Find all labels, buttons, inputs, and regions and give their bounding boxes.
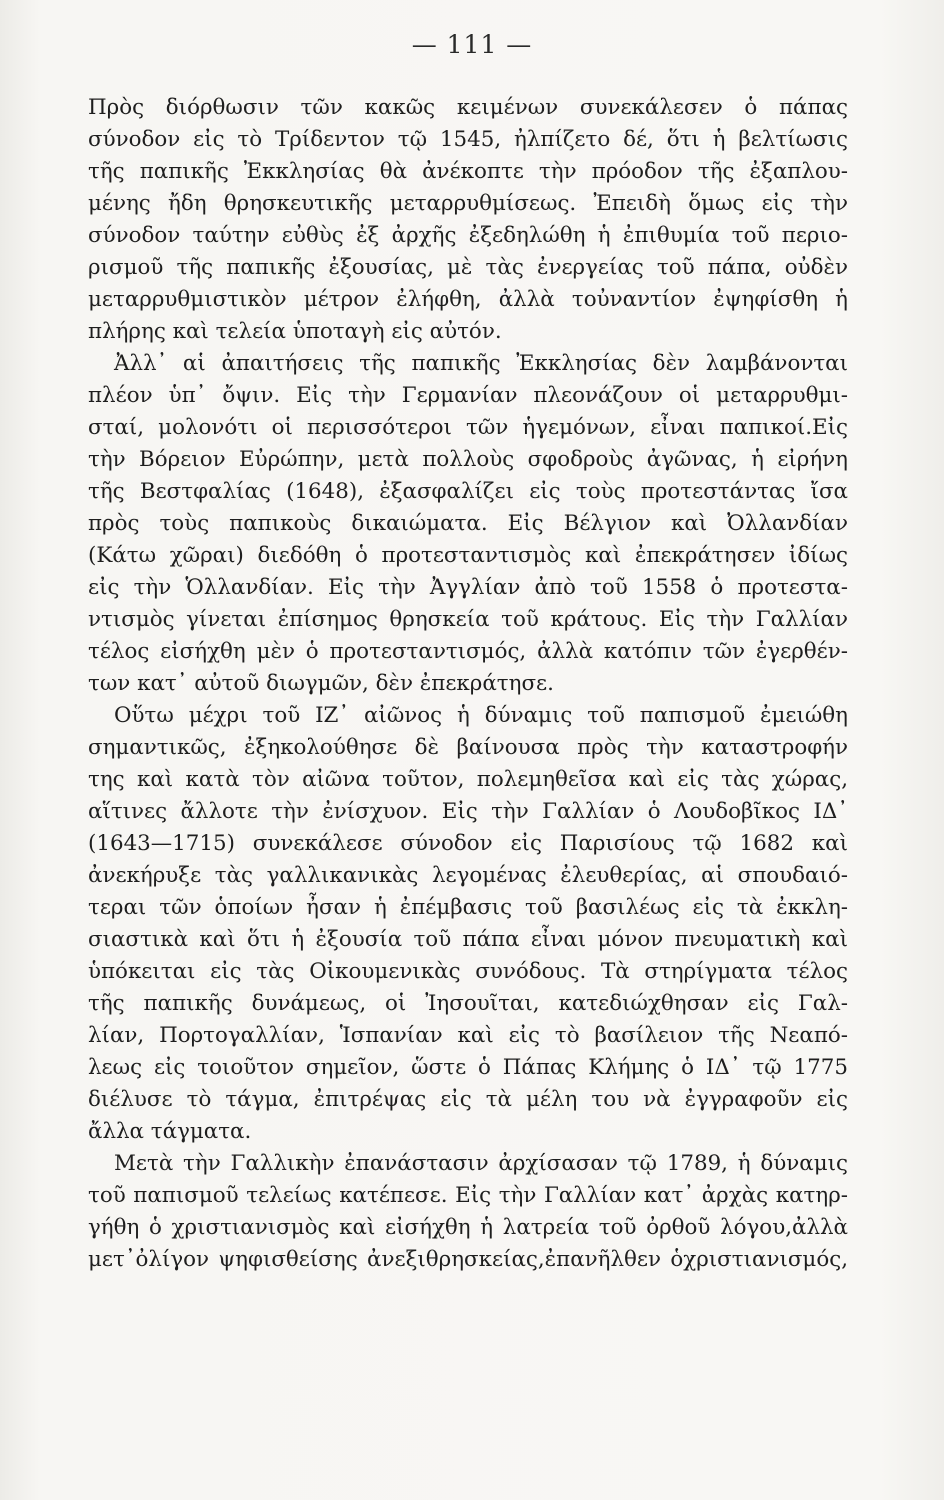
- text-line: λίαν, Πορτογαλλίαν, Ἱσπανίαν καὶ εἰς τὸ βασίλειον τῆς Νεαπό-: [88, 1023, 848, 1048]
- text-line: Ἀλλ᾽ αἱ ἀπαιτήσεις τῆς παπικῆς Ἐκκλησίας δὲν λαμβάνονται: [114, 351, 848, 376]
- page-number: — 111 —: [411, 30, 533, 59]
- text-line: μεταρρυθμιστικὸν μέτρον ἐλήφθη, ἀλλὰ τοὐναντίον ἐψηφίσθη ἡ: [88, 287, 848, 312]
- text-line: ὑπόκειται εἰς τὰς Οἰκουμενικὰς συνόδους. Τὰ στηρίγματα τέλος: [88, 959, 848, 984]
- text-line: σύνοδον ταύτην εὐθὺς ἐξ ἀρχῆς ἐξεδηλώθη ἡ ἐπιθυμία τοῦ περιο-: [88, 223, 848, 248]
- text-line: μετ᾽ὀλίγον ψηφισθείσης ἀνεξιθρησκείας,ἐπανῆλθεν ὁχριστιανισμός,: [88, 1247, 848, 1272]
- text-line: μένης ἤδη θρησκευτικῆς μεταρρυθμίσεως. Ἐπειδὴ ὅμως εἰς τὴν: [88, 191, 848, 216]
- text-line: τῆς Βεστφαλίας (1648), ἐξασφαλίζει εἰς τοὺς προτεστάντας ἴσα: [88, 479, 848, 504]
- text-line: (Κάτω χῶραι) διεδόθη ὁ προτεσταντισμὸς καὶ ἐπεκράτησεν ἰδίως: [88, 543, 848, 568]
- text-line: ἄλλα τάγματα.: [88, 1119, 252, 1144]
- text-line: σιαστικὰ καὶ ὅτι ἡ ἐξουσία τοῦ πάπα εἶναι μόνον πνευματικὴ καὶ: [88, 927, 848, 952]
- text-line: τοῦ παπισμοῦ τελείως κατέπεσε. Εἰς τὴν Γαλλίαν κατ᾽ ἀρχὰς κατηρ-: [88, 1183, 848, 1208]
- text-line: Οὕτω μέχρι τοῦ ΙΖ᾽ αἰῶνος ἡ δύναμις τοῦ παπισμοῦ ἐμειώθη: [114, 703, 848, 728]
- text-line: ἀνεκήρυξε τὰς γαλλικανικὰς λεγομένας ἐλευθερίας, αἱ σπουδαιό-: [88, 863, 848, 888]
- text-line: ντισμὸς γίνεται ἐπίσημος θρησκεία τοῦ κράτους. Εἰς τὴν Γαλλίαν: [88, 607, 848, 632]
- text-line: τεραι τῶν ὁποίων ἦσαν ἡ ἐπέμβασις τοῦ βασιλέως εἰς τὰ ἐκκλη-: [88, 895, 848, 920]
- text-line: Πρὸς διόρθωσιν τῶν κακῶς κειμένων συνεκάλεσεν ὁ πάπας: [88, 95, 848, 120]
- text-line: αἵτινες ἄλλοτε τὴν ἐνίσχυον. Εἰς τὴν Γαλλίαν ὁ Λουδοβῖκος ΙΔ᾽: [88, 799, 848, 824]
- text-line: ρισμοῦ τῆς παπικῆς ἐξουσίας, μὲ τὰς ἐνεργείας τοῦ πάπα, οὐδὲν: [88, 255, 848, 280]
- text-line: Μετὰ τὴν Γαλλικὴν ἐπανάστασιν ἀρχίσασαν τῷ 1789, ἡ δύναμις: [114, 1151, 848, 1176]
- text-line: των κατ᾽ αὐτοῦ διωγμῶν, δὲν ἐπεκράτησε.: [88, 671, 554, 696]
- text-line: πρὸς τοὺς παπικοὺς δικαιώματα. Εἰς Βέλγιον καὶ Ὀλλανδίαν: [88, 511, 848, 536]
- text-line: σταί, μολονότι οἱ περισσότεροι τῶν ἡγεμόνων, εἶναι παπικοί.Εἰς: [88, 415, 848, 440]
- text-line: τέλος εἰσήχθη μὲν ὁ προτεσταντισμός, ἀλλὰ κατόπιν τῶν ἐγερθέν-: [88, 639, 848, 664]
- text-line: τῆς παπικῆς Ἐκκλησίας θὰ ἀνέκοπτε τὴν πρόοδον τῆς ἐξαπλου-: [88, 159, 848, 184]
- text-line: πλήρης καὶ τελεία ὑποταγὴ εἰς αὐτόν.: [88, 319, 502, 344]
- text-line: της καὶ κατὰ τὸν αἰῶνα τοῦτον, πολεμηθεῖσα καὶ εἰς τὰς χώρας,: [88, 767, 848, 792]
- text-line: εἰς τὴν Ὁλλανδίαν. Εἰς τὴν Ἀγγλίαν ἀπὸ τοῦ 1558 ὁ προτεστα-: [88, 575, 848, 600]
- text-line: τὴν Βόρειον Εὐρώπην, μετὰ πολλοὺς σφοδροὺς ἀγῶνας, ἡ εἰρήνη: [88, 447, 848, 472]
- text-line: διέλυσε τὸ τάγμα, ἐπιτρέψας εἰς τὰ μέλη του νὰ ἐγγραφοῦν εἰς: [88, 1087, 848, 1112]
- text-line: γήθη ὁ χριστιανισμὸς καὶ εἰσήχθη ἡ λατρεία τοῦ ὀρθοῦ λόγου,ἀλλὰ: [88, 1215, 848, 1240]
- text-line: λεως εἰς τοιοῦτον σημεῖον, ὥστε ὁ Πάπας Κλήμης ὁ ΙΔ᾽ τῷ 1775: [88, 1055, 848, 1080]
- body-text: [88, 92, 848, 1276]
- text-line: σημαντικῶς, ἐξηκολούθησε δὲ βαίνουσα πρὸς τὴν καταστροφήν: [88, 735, 848, 760]
- text-line: σύνοδον εἰς τὸ Τρίδεντον τῷ 1545, ἠλπίζετο δέ, ὅτι ἡ βελτίωσις: [88, 127, 848, 152]
- text-line: τῆς παπικῆς δυνάμεως, οἱ Ἰησουῖται, κατεδιώχθησαν εἰς Γαλ-: [88, 991, 848, 1016]
- text-line: πλέον ὑπ᾽ ὄψιν. Εἰς τὴν Γερμανίαν πλεονάζουν οἱ μεταρρυθμι-: [88, 383, 848, 408]
- text-line: (1643—1715) συνεκάλεσε σύνοδον εἰς Παρισίους τῷ 1682 καὶ: [88, 831, 848, 856]
